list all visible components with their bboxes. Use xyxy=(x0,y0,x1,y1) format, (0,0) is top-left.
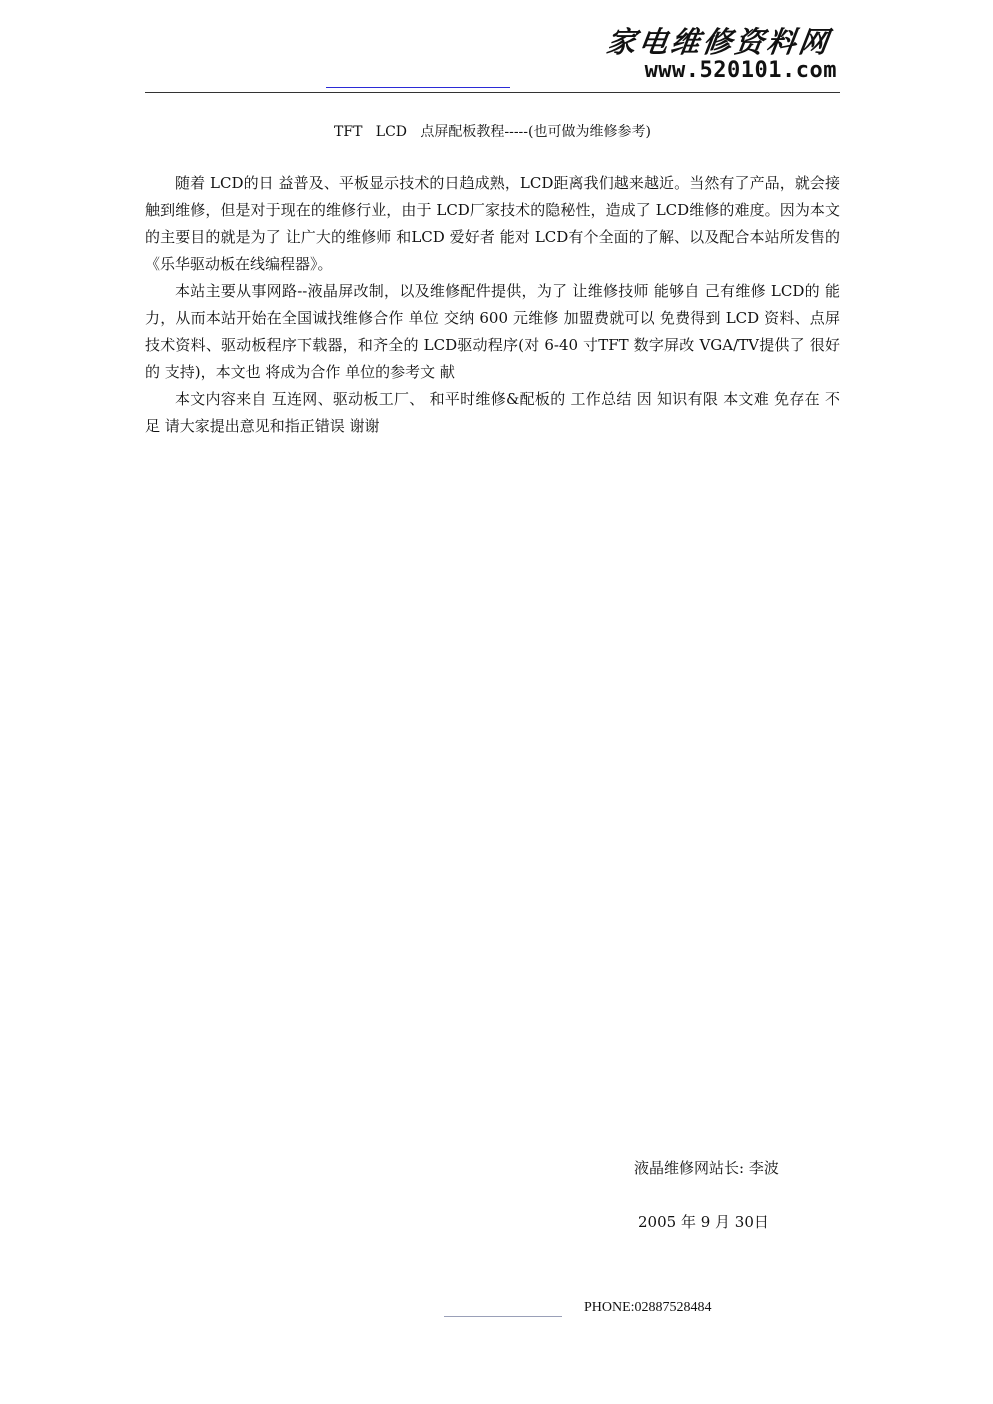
paragraph-business: 本站主要从事网路--液晶屏改制，以及维修配件提供，为了 让维修技师 能够自 己有维修 LCD的 能力，从而本站开始在全国诚找维修合作 单位 交纳 600 元维修 加盟费就可以 免费得到 LCD 资料、点屏技术资料、驱动板程序下载器，和齐全的 LCD驱动程序(对 6-40 寸TFT 数字屏改 VGA/TV提供了 很好的 支持)，本文也 将成为合作 单位的参考文 献 xyxy=(145,282,840,381)
footer-divider xyxy=(444,1316,562,1317)
header-link-underline xyxy=(326,87,510,88)
site-logo-text: 家电维修资料网 xyxy=(604,25,834,59)
paragraph-source: 本文内容来自 互连网、驱动板工厂、 和平时维修&配板的 工作总结 因 知识有限 本文难 免存在 不足 请大家提出意见和指正错误 谢谢 xyxy=(145,390,840,435)
site-logo-url: www.520101.com xyxy=(644,58,837,83)
document-body xyxy=(145,170,840,440)
footer-phone: PHONE:02887528484 xyxy=(584,1300,712,1315)
paragraph-intro: 随着 LCD的日 益普及、平板显示技术的日趋成熟，LCD距离我们越来越近。当然有了产品，就会接触到维修，但是对于现在的维修行业，由于 LCD厂家技术的隐秘性，造成了 LCD维修的难度。因为本文的主要目的就是为了 让广大的维修师 和LCD 爱好者 能对 LCD有个全面的了解、以及配合本站所发售的《乐华驱动板在线编程器》。 xyxy=(145,174,840,273)
document-date: 2005 年 9 月 30日 xyxy=(638,1213,769,1231)
author-signature: 液晶维修网站长: 李波 xyxy=(634,1159,779,1177)
header-divider xyxy=(145,92,840,93)
document-title: TFT LCD 点屏配板教程-----(也可做为维修参考) xyxy=(334,124,651,140)
